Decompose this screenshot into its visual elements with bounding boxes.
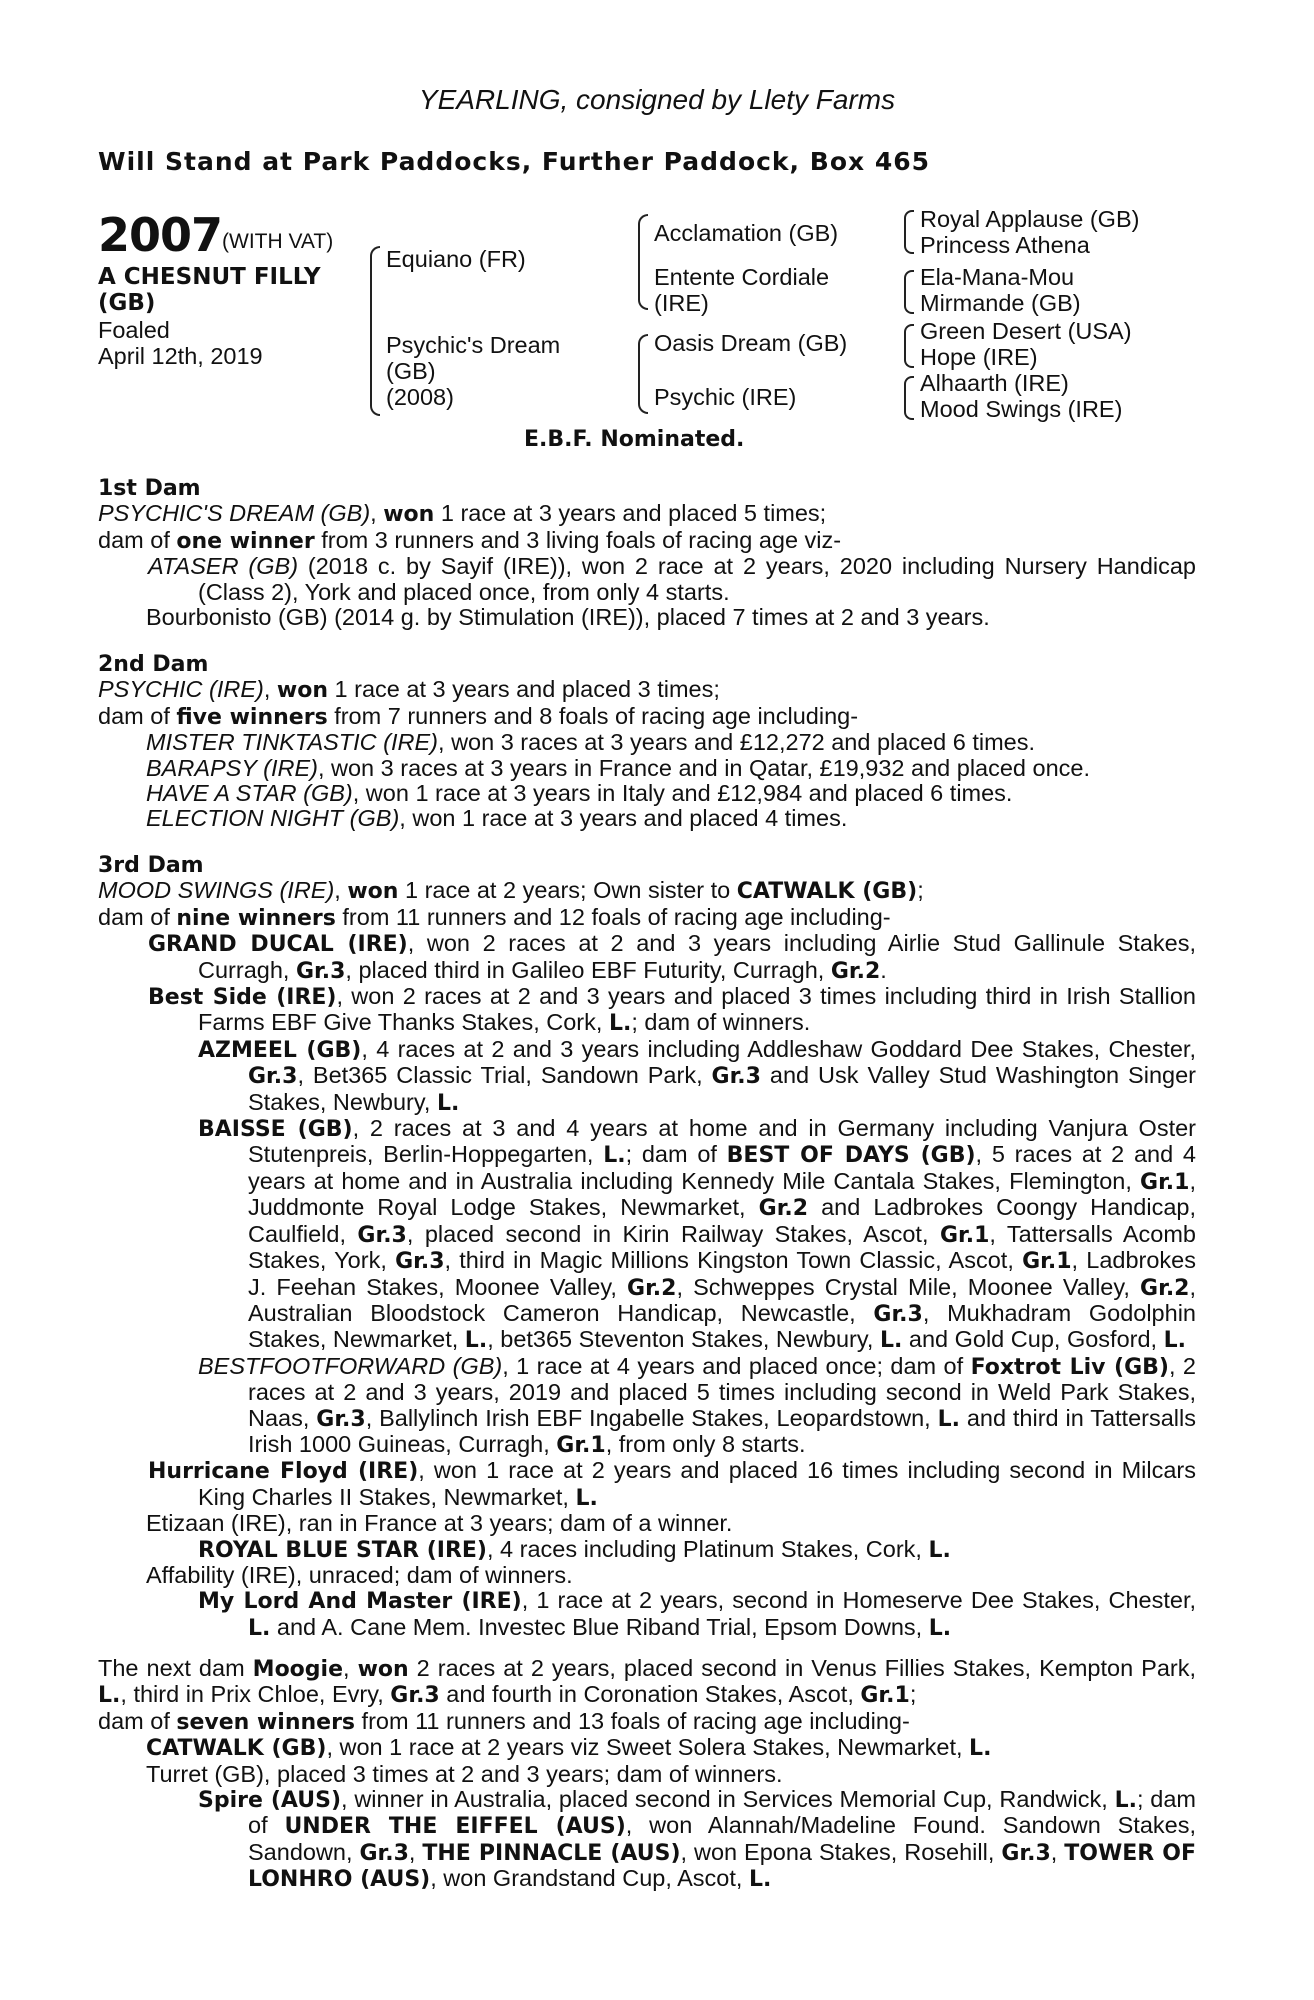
text: , won 2 races at 2 and 3 years including Airlie Stud Gallinule Stakes, Curragh, <box>198 930 1196 983</box>
text: ; dam of <box>248 1786 1196 1839</box>
grade: L. <box>937 1406 960 1432</box>
horse-name: BEST OF DAYS (GB) <box>726 1143 976 1169</box>
ebf-nominated: E.B.F. Nominated. <box>524 427 745 452</box>
grade: Gr.3 <box>248 1064 298 1090</box>
produce-entry <box>98 1787 1196 1893</box>
grade: L. <box>608 1011 632 1037</box>
gen3-6: Hope (IRE) <box>920 344 1038 370</box>
stand-location: Will Stand at Park Paddocks, Further Paddock, Box 465 <box>98 147 931 176</box>
text: , won 3 races at 3 years and £12,272 and placed 6 times. <box>438 729 1036 756</box>
horse-name: AZMEEL (GB) <box>198 1037 362 1063</box>
grade: Gr.2 <box>1140 1275 1190 1301</box>
produce-summary <box>98 528 1196 554</box>
first-dam-section <box>98 476 1196 630</box>
text: from 7 runners and 8 foals of racing age including- <box>327 702 859 729</box>
dam-origin: (GB) <box>386 358 436 384</box>
page-title: YEARLING, consigned by Llety Farms <box>418 84 896 115</box>
text: and Usk Valley Stud Washington Singer Stakes, Newbury, <box>248 1062 1196 1115</box>
sire: Equiano (FR) <box>386 246 526 272</box>
horse-name: MOOD SWINGS (IRE) <box>98 877 335 904</box>
winners-count: one winner <box>176 528 315 554</box>
horse-name: Moogie <box>252 1657 344 1682</box>
grade: Gr.1 <box>1140 1169 1190 1195</box>
grade: Gr.2 <box>758 1196 809 1222</box>
text: ; <box>917 877 924 904</box>
horse-name: GRAND DUCAL (IRE) <box>148 932 408 958</box>
produce-entry <box>98 1735 1196 1761</box>
text: dam of <box>98 1707 177 1734</box>
horse-name: TOWER OF LONHRO (AUS) <box>248 1840 1196 1893</box>
horse-name: ROYAL BLUE STAR (IRE) <box>198 1537 487 1563</box>
text: , 4 races at 2 and 3 years including Addleshaw Goddard Dee Stakes, Chester, <box>361 1035 1196 1062</box>
produce-entry <box>98 1511 1196 1536</box>
text: , Juddmonte Royal Lodge Stakes, Newmarket, <box>248 1167 1196 1221</box>
text: , won 2 races at 2 and 3 years and placed 3 times including third in Irish Stallion Farms EBF Give Thanks Stakes, Cork, <box>198 983 1197 1036</box>
grade: Gr.3 <box>357 1222 407 1248</box>
horse-name: CATWALK (GB) <box>146 1736 327 1762</box>
lot-number: 2007 <box>98 208 223 262</box>
text: , Tattersalls Acomb Stakes, York, <box>248 1220 1196 1274</box>
produce-entry <box>98 1563 1196 1588</box>
text: , won Epona Stakes, Rosehill, <box>680 1838 1002 1865</box>
text: from 3 runners and 3 living foals of racing age viz- <box>314 526 842 553</box>
grade: Gr.3 <box>873 1301 923 1327</box>
text: and third in Tattersalls Irish 1000 Guineas, Curragh, <box>248 1404 1196 1457</box>
horse-description-origin: (GB) <box>98 290 156 316</box>
text: The next dam <box>98 1655 253 1681</box>
horse-name: PSYCHIC'S DREAM (GB) <box>98 500 371 527</box>
won-label: won <box>276 678 328 704</box>
horse-name: ATASER (GB) <box>148 553 299 580</box>
grade: Gr.3 <box>295 958 346 984</box>
brace-gen1 <box>370 246 380 416</box>
horse-name: CATWALK (GB) <box>736 879 918 905</box>
vat-label: (WITH VAT) <box>222 230 334 253</box>
produce-entry <box>98 806 1196 831</box>
grade: Gr.2 <box>830 958 881 984</box>
grade: L. <box>748 1867 772 1893</box>
horse-name: UNDER THE EIFFEL (AUS) <box>284 1814 626 1840</box>
text: 2 races at 2 years, placed second in Venus Fillies Stakes, Kempton Park, <box>408 1655 1196 1681</box>
grade: L. <box>603 1143 626 1169</box>
produce-entry <box>98 781 1196 806</box>
foaled-label: Foaled <box>98 317 170 343</box>
grade: L. <box>248 1615 271 1641</box>
grade: L. <box>436 1090 460 1116</box>
horse-name: THE PINNACLE (AUS) <box>422 1840 681 1866</box>
horse-name: Hurricane Floyd (IRE) <box>148 1459 419 1485</box>
dam-dam: Psychic (IRE) <box>654 384 797 410</box>
sire-sire: Acclamation (GB) <box>654 220 839 246</box>
text: , Bet365 Classic Trial, Sandown Park, <box>297 1062 712 1089</box>
record-text: 1 race at 2 years; Own sister to <box>398 877 737 904</box>
horse-name: ELECTION NIGHT (GB) <box>146 805 400 832</box>
brace-ss <box>904 210 914 254</box>
record-text: 1 race at 3 years and placed 3 times; <box>328 676 720 703</box>
produce-entry <box>98 1116 1196 1354</box>
text: , Mukhadram Godolphin Stakes, Newmarket, <box>248 1299 1196 1353</box>
grade: Gr.3 <box>316 1406 366 1432</box>
text: , 1 race at 4 years and placed once; dam of <box>502 1352 971 1379</box>
gen3-2: Princess Athena <box>920 232 1090 258</box>
horse-name: BESTFOOTFORWARD (GB) <box>198 1352 503 1379</box>
produce-summary <box>98 905 1196 931</box>
record-text: 1 race at 3 years and placed 5 times; <box>434 500 827 527</box>
text: , won 1 race at 3 years and placed 4 times. <box>399 805 848 832</box>
text: , third in Prix Chloe, Evry, <box>120 1681 391 1708</box>
gen3-5: Green Desert (USA) <box>920 318 1132 344</box>
winners-count: five winners <box>176 704 328 730</box>
text: ; dam of <box>625 1141 727 1168</box>
section-heading: 2nd Dam <box>98 652 209 677</box>
text: , won 1 race at 2 years and placed 16 times including second in Milcars King Charles II Stakes, Newmarket, <box>198 1457 1197 1510</box>
horse-name: HAVE A STAR (GB) <box>146 780 353 807</box>
grade: Gr.3 <box>1001 1840 1051 1866</box>
text: Turret (GB), placed 3 times at 2 and 3 years; dam of winners. <box>146 1760 783 1787</box>
gen3-7: Alhaarth (IRE) <box>920 370 1069 396</box>
sire-dam: Entente Cordiale <box>654 264 830 290</box>
gen3-1: Royal Applause (GB) <box>920 206 1140 232</box>
produce-entry <box>98 1537 1196 1563</box>
produce-entry <box>98 730 1196 755</box>
horse-name: Spire (AUS) <box>198 1788 341 1814</box>
produce-entry <box>98 1354 1196 1459</box>
text: , bet365 Steventon Stakes, Newbury, <box>487 1326 880 1353</box>
text: , 2 races at 2 and 3 years, 2019 and placed 5 times including second in Weld Park Stakes, Naas, <box>248 1352 1197 1431</box>
produce-entry <box>98 554 1196 605</box>
horse-name: PSYCHIC (IRE) <box>98 676 264 703</box>
text: , won 1 race at 2 years viz Sweet Solera Stakes, Newmarket, <box>326 1734 970 1761</box>
text: and Gold Cup, Gosford, <box>902 1326 1164 1353</box>
gen3-3: Ela-Mana-Mou <box>920 264 1075 290</box>
section-heading: 1st Dam <box>98 476 201 501</box>
text: , won Alannah/Madeline Found. Sandown Stakes, Sandown, <box>248 1812 1196 1865</box>
dam-record: PSYCHIC (IRE), won 1 race at 3 years and placed 3 times; <box>98 676 720 704</box>
brace-sd <box>904 270 914 314</box>
text: , third in Magic Millions Kingston Town Classic, Ascot, <box>444 1247 1023 1274</box>
gen3-4: Mirmande (GB) <box>920 290 1081 316</box>
dam-name: Psychic's Dream <box>386 332 561 358</box>
text: dam of <box>98 526 177 553</box>
brace-ds <box>904 324 914 368</box>
brace-dd <box>904 376 914 420</box>
horse-name: BAISSE (GB) <box>198 1117 353 1143</box>
text: from 11 runners and 13 foals of racing age including- <box>355 1707 910 1734</box>
grade: Gr.1 <box>860 1683 910 1709</box>
text: , Ladbrokes J. Feehan Stakes, Moonee Valley, <box>248 1247 1196 1300</box>
produce-entry <box>98 1762 1196 1787</box>
produce-summary <box>98 704 1196 730</box>
text: , 1 race at 2 years, second in Homeserve Dee Stakes, Chester, <box>521 1587 1197 1614</box>
text: (2018 c. by Sayif (IRE)), won 2 race at 2 years, 2020 including Nursery Handicap (Class 2), York and placed once, from only 4 starts. <box>198 553 1196 605</box>
text: , Schweppes Crystal Mile, Moonee Valley, <box>676 1273 1141 1300</box>
won-label: won <box>357 1657 409 1682</box>
text: , won 1 race at 3 years in Italy and £12,984 and placed 6 times. <box>352 780 1013 807</box>
produce-entry <box>98 931 1196 984</box>
text: dam of <box>98 702 177 729</box>
text: and Ladbrokes Coongy Handicap, Caulfield, <box>248 1194 1197 1247</box>
text: , placed second in Kirin Railway Stakes, Ascot, <box>406 1220 940 1247</box>
foaling-date: April 12th, 2019 <box>98 343 263 369</box>
horse-name: Best Side (IRE) <box>148 985 337 1011</box>
text: , from only 8 starts. <box>605 1430 806 1457</box>
grade: L. <box>1163 1328 1186 1354</box>
text: from 11 runners and 12 foals of racing age including- <box>335 903 891 930</box>
grade: L. <box>1114 1788 1137 1814</box>
brace-sire <box>638 214 648 310</box>
text: dam of <box>98 903 177 930</box>
text: , 5 races at 2 and 4 years at home and in Australia including Kennedy Mile Cantala Stakes, Flemington, <box>248 1141 1196 1194</box>
text: , Australian Bloodstock Cameron Handicap, Newcastle, <box>248 1273 1197 1326</box>
winners-count: nine winners <box>176 905 336 931</box>
grade: Gr.3 <box>390 1683 440 1709</box>
text: , <box>1050 1838 1065 1865</box>
horse-name: BARAPSY (IRE) <box>146 754 318 781</box>
text: , 4 races including Platinum Stakes, Cork, <box>486 1535 929 1562</box>
text: , winner in Australia, placed second in Services Memorial Cup, Randwick, <box>341 1786 1115 1813</box>
horse-name: MISTER TINKTASTIC (IRE) <box>146 729 439 756</box>
section-heading: 3rd Dam <box>98 853 204 878</box>
dam-record: PSYCHIC'S DREAM (GB), won 1 race at 3 years and placed 5 times; <box>98 500 827 528</box>
produce-entry <box>98 605 1196 630</box>
won-label: won <box>383 502 435 528</box>
text: and fourth in Coronation Stakes, Ascot, <box>439 1681 861 1708</box>
grade: Gr.1 <box>556 1432 606 1458</box>
text: Bourbonisto (GB) (2014 g. by Stimulation (IRE)), placed 7 times at 2 and 3 years. <box>146 604 990 631</box>
grade: L. <box>879 1328 903 1354</box>
produce-entry <box>98 1588 1196 1641</box>
text: Etizaan (IRE), ran in France at 3 years; dam of a winner. <box>146 1510 733 1537</box>
gen3-8: Mood Swings (IRE) <box>920 396 1123 422</box>
dam-sire: Oasis Dream (GB) <box>654 330 848 356</box>
text: , won 3 races at 3 years in France and in Qatar, £19,932 and placed once. <box>317 754 1091 781</box>
grade: Gr.3 <box>395 1249 445 1275</box>
text: , placed third in Galileo EBF Futurity, Curragh, <box>345 956 831 983</box>
grade: L. <box>464 1328 488 1354</box>
produce-entry <box>98 984 1196 1037</box>
text: , Ballylinch Irish EBF Ingabelle Stakes, Leopardstown, <box>365 1404 938 1431</box>
produce-entry <box>98 1037 1196 1116</box>
sire-dam-origin: (IRE) <box>654 290 709 316</box>
grade: L. <box>928 1537 951 1563</box>
grade: Gr.3 <box>711 1064 761 1090</box>
brace-dam <box>638 334 648 414</box>
horse-name: My Lord And Master (IRE) <box>198 1589 522 1615</box>
grade: Gr.3 <box>359 1840 409 1866</box>
grade: L. <box>969 1736 992 1762</box>
grade: Gr.2 <box>627 1275 677 1301</box>
text: , 2 races at 3 and 4 years at home and in Germany including Vanjura Oster Stutenpreis, Berlin-Hoppegarten, <box>248 1115 1196 1168</box>
text: ; dam of winners. <box>631 1009 811 1036</box>
second-dam-section <box>98 652 1196 832</box>
dam-record: MOOD SWINGS (IRE), won 1 race at 2 years; Own sister to CATWALK (GB); <box>98 877 924 905</box>
horse-name: Foxtrot Liv (GB) <box>970 1354 1169 1380</box>
third-dam-section <box>98 853 1196 1641</box>
next-dam-section <box>98 1656 1196 1893</box>
text: . <box>880 956 887 983</box>
grade: L. <box>98 1683 121 1709</box>
produce-summary <box>98 1709 1196 1735</box>
text: , <box>343 1655 358 1681</box>
horse-description: A CHESNUT FILLY <box>98 264 321 290</box>
produce-entry <box>98 1458 1196 1511</box>
text: and A. Cane Mem. Investec Blue Riband Trial, Epsom Downs, <box>270 1613 929 1640</box>
grade: Gr.1 <box>1022 1249 1072 1275</box>
dam-record <box>98 1656 1196 1709</box>
grade: L. <box>575 1485 598 1511</box>
text: , won Grandstand Cup, Ascot, <box>430 1865 749 1892</box>
text: Affability (IRE), unraced; dam of winners. <box>146 1561 573 1588</box>
produce-entry <box>98 756 1196 781</box>
winners-count: seven winners <box>176 1709 356 1735</box>
won-label: won <box>347 879 399 905</box>
text: ; <box>909 1681 917 1708</box>
grade: L. <box>928 1615 952 1641</box>
text: , <box>408 1838 423 1865</box>
grade: Gr.1 <box>939 1222 990 1248</box>
dam-year: (2008) <box>386 384 454 410</box>
